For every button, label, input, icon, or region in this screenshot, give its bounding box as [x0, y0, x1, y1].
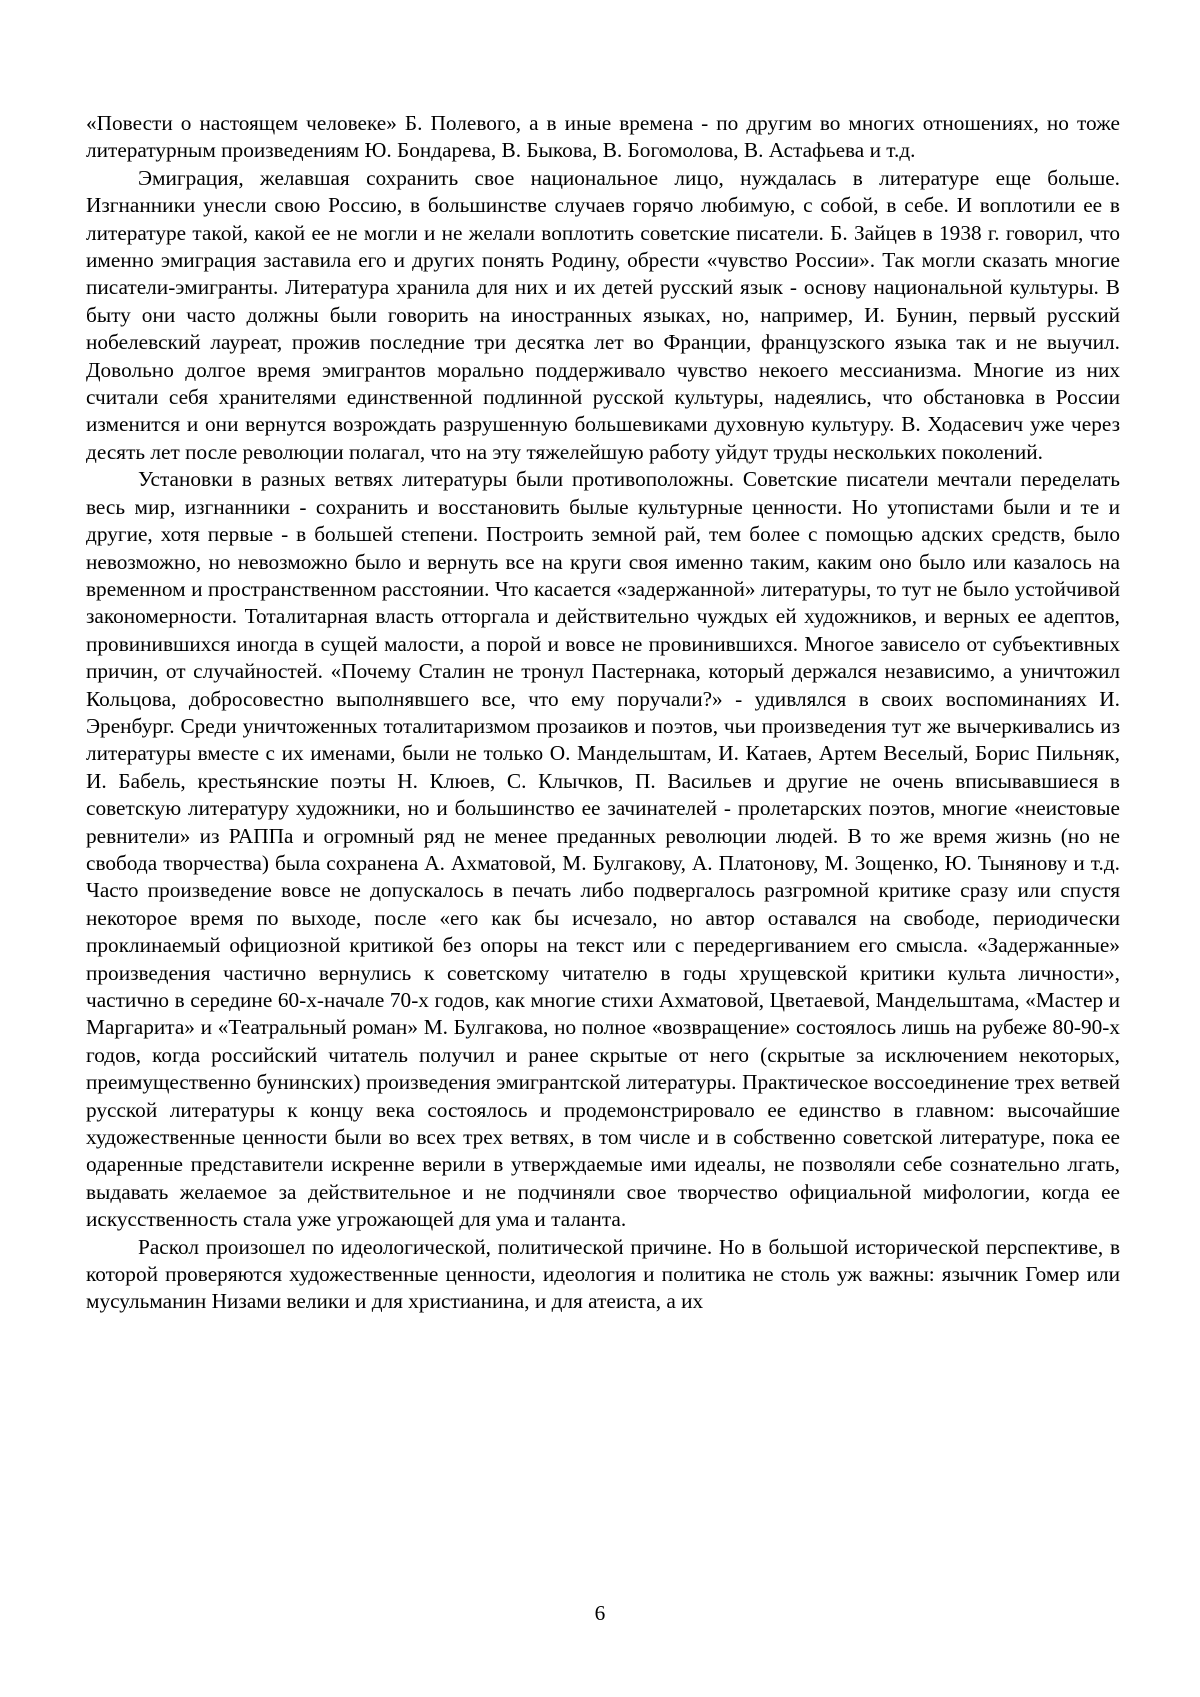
- paragraph-schism: Раскол произошел по идеологической, политической причине. Но в большой исторической перспективе, в которой проверяются художественные ценности, идеология и политика не столь уж важны: язычник Гомер или мусульманин Низами велики и для христианина, и для атеиста, а их: [86, 1234, 1120, 1316]
- page-body: [86, 110, 1120, 1316]
- paragraph-literature-branches: Установки в разных ветвях литературы были противоположны. Советские писатели мечтали переделать весь мир, изгнанники - сохранить и восстановить былые культурные ценности. Но утопистами были и те и другие, хотя первые - в большей степени. Построить земной рай, тем более с помощью адских средств, было невозможно, но невозможно было и вернуть все на круги своя именно таким, каким оно было или казалось на временном и пространственном расстоянии. Что касается «задержанной» литературы, то тут не было устойчивой закономерности. Тоталитарная власть отторгала и действительно чуждых ей художников, и верных ее адептов, провинившихся иногда в сущей малости, а порой и вовсе не провинившихся. Многое зависело от субъективных причин, от случайностей. «Почему Сталин не тронул Пастернака, который держался независимо, а уничтожил Кольцова, добросовестно выполнявшего все, что ему поручали?» - удивлялся в своих воспоминаниях И. Эренбург. Среди уничтоженных тоталитаризмом прозаиков и поэтов, чьи произведения тут же вычеркивались из литературы вместе с их именами, были не только О. Мандельштам, И. Катаев, Артем Веселый, Борис Пильняк, И. Бабель, крестьянские поэты Н. Клюев, С. Клычков, П. Васильев и другие не очень вписывавшиеся в советскую литературу художники, но и большинство ее зачинателей - пролетарских поэтов, многие «неистовые ревнители» из РАППа и огромный ряд не менее преданных революции людей. В то же время жизнь (но не свобода творчества) была сохранена А. Ахматовой, М. Булгакову, А. Платонову, М. Зощенко, Ю. Тынянову и т.д. Часто произведение вовсе не допускалось в печать либо подвергалось разгромной критике сразу или спустя некоторое время по выходе, после «его как бы исчезало, но автор оставался на свободе, периодически проклинаемый официозной критикой без опоры на текст или с передергиванием его смысла. «Задержанные» произведения частично вернулись к советскому читателю в годы хрущевской критики культа личности», частично в середине 60-х-начале 70-х годов, как многие стихи Ахматовой, Цветаевой, Мандельштама, «Мастер и Маргарита» и «Театральный роман» М. Булгакова, но полное «возвращение» состоялось лишь на рубеже 80-90-х годов, когда российский читатель получил и ранее скрытые от него (скрытые за исключением некоторых, преимущественно бунинских) произведения эмигрантской литературы. Практическое воссоединение трех ветвей русской литературы к концу века состоялось и продемонстрировало ее единство в главном: высочайшие художественные ценности были во всех трех ветвях, в том числе и в собственно советской литературе, пока ее одаренные представители искренне верили в утверждаемые ими идеалы, не позволяли себе сознательно лгать, выдавать желаемое за действительное и не подчиняли свое творчество официальной мифологии, когда ее искусственность стала уже угрожающей для ума и таланта.: [86, 466, 1120, 1233]
- paragraph-emigration: Эмиграция, желавшая сохранить свое национальное лицо, нуждалась в литературе еще больше. Изгнанники унесли свою Россию, в большинстве случаев горячо любимую, с собой, в себе. И воплотили ее в литературе такой, какой ее не могли и не желали воплотить советские писатели. Б. Зайцев в 1938 г. говорил, что именно эмиграция заставила его и других понять Родину, обрести «чувство России». Так могли сказать многие писатели-эмигранты. Литература хранила для них и их детей русский язык - основу национальной культуры. В быту они часто должны были говорить на иностранных языках, но, например, И. Бунин, первый русский нобелевский лауреат, прожив последние три десятка лет во Франции, французского языка так и не выучил. Довольно долгое время эмигрантов морально поддерживало чувство некоего мессианизма. Многие из них считали себя хранителями единственной подлинной русской культуры, надеялись, что обстановка в России изменится и они вернутся возрождать разрушенную большевиками духовную культуру. В. Ходасевич уже через десять лет после революции полагал, что на эту тяжелейшую работу уйдут труды нескольких поколений.: [86, 165, 1120, 466]
- page-number: 6: [0, 1600, 1200, 1627]
- paragraph-continuation: «Повести о настоящем человеке» Б. Полевого, а в иные времена - по другим во многих отношениях, но тоже литературным произведениям Ю. Бондарева, В. Быкова, В. Богомолова, В. Астафьева и т.д.: [86, 110, 1120, 165]
